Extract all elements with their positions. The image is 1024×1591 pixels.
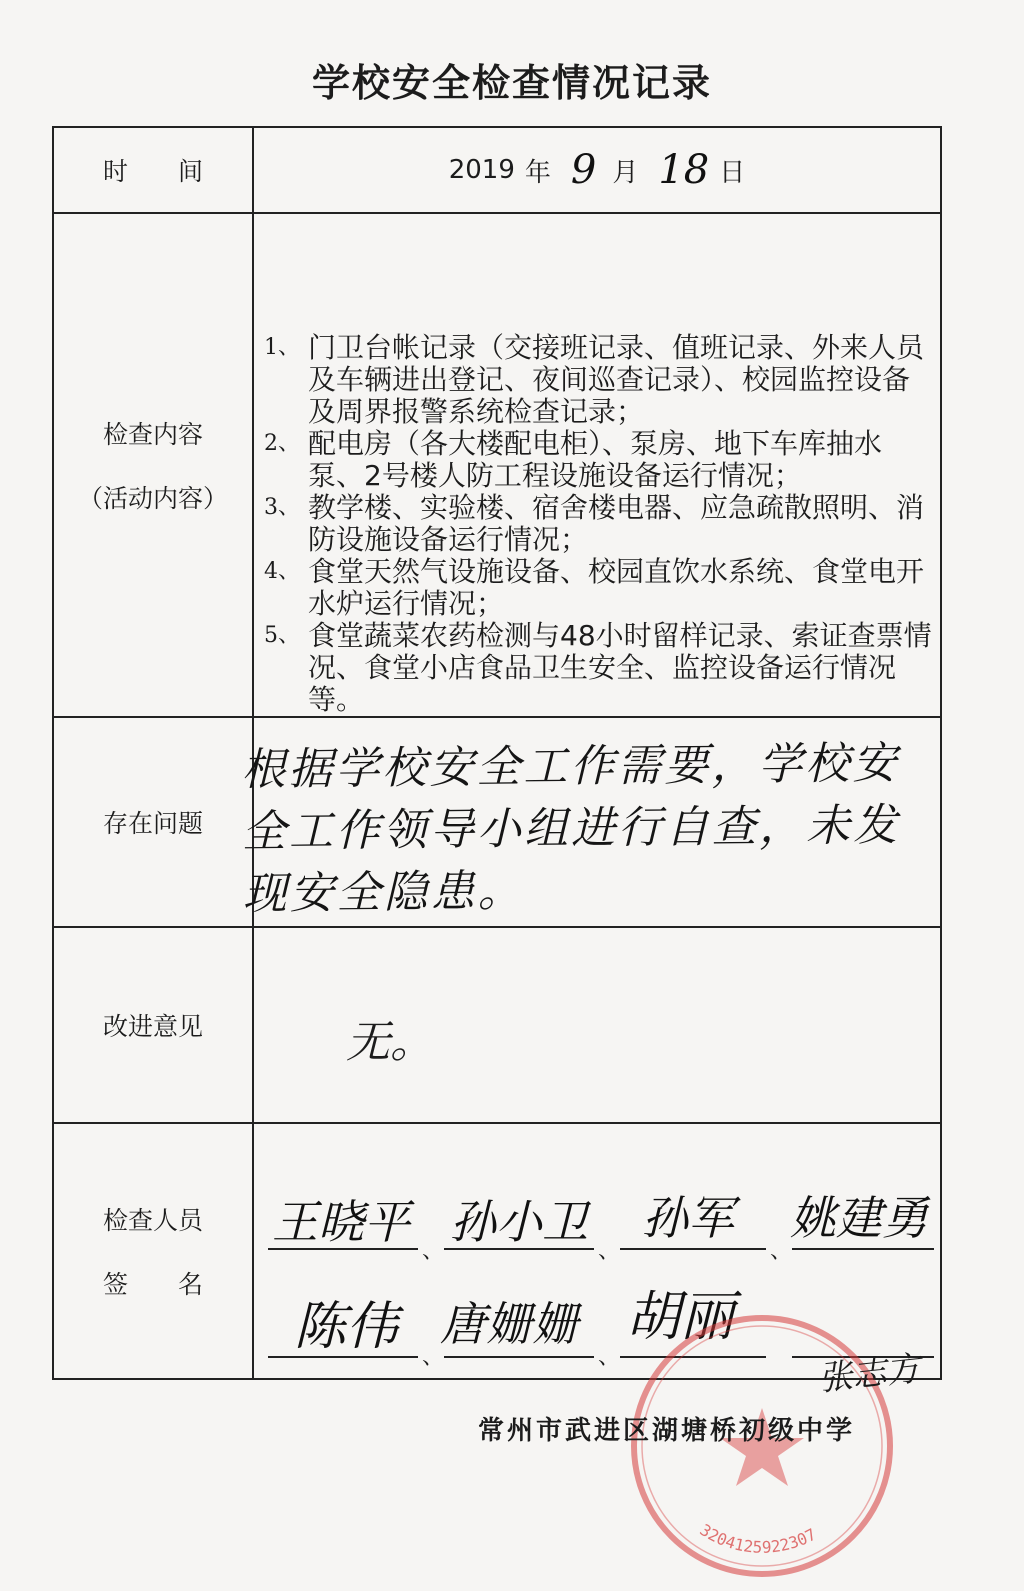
signature-line [620, 1248, 766, 1250]
date-month: 9 [570, 147, 597, 193]
list-item [264, 492, 932, 556]
date-field [254, 128, 940, 212]
separator: 、 [598, 1345, 621, 1370]
seal-number: 3204125922307 [696, 1520, 820, 1557]
signature: 孙军 [642, 1191, 734, 1245]
item-number: 4、 [264, 559, 300, 584]
date-day: 18 [658, 147, 710, 193]
suggestion-row [54, 928, 940, 1124]
signature: 胡丽 [626, 1285, 734, 1348]
inspection-record-table [52, 126, 942, 1380]
signature-line [444, 1356, 594, 1358]
signature-line [792, 1248, 934, 1250]
date-year: 2019 [448, 155, 515, 185]
problem-row [54, 718, 940, 928]
suggestion-label-text: 改进意见 [102, 1012, 203, 1041]
content-sublabel-text: （活动内容） [77, 484, 228, 513]
signature: 王晓平 [272, 1195, 410, 1249]
document-title: 学校安全检查情况记录 [311, 61, 712, 105]
content-item-list [264, 332, 932, 716]
separator: 、 [598, 1239, 621, 1264]
problem-label-text: 存在问题 [102, 809, 203, 838]
time-row [54, 128, 940, 214]
sign-label-text: 签 名 [102, 1270, 203, 1299]
time-label [54, 128, 254, 212]
item-number: 5、 [264, 623, 300, 648]
inspector-label-text: 检查人员 [102, 1206, 203, 1235]
signature: 陈伟 [294, 1297, 399, 1357]
item-text: 配电房（各大楼配电柜）、泵房、地下车库抽水泵、2号楼人防工程设施设备运行情况； [308, 427, 883, 492]
separator: 、 [422, 1239, 445, 1264]
item-text: 门卫台帐记录（交接班记录、值班记录、外来人员及车辆进出登记、夜间巡查记录）、校园监控设备及周界报警系统检查记录； [308, 331, 925, 428]
problem-handwriting: 根据学校安全工作需要，学校安全工作领导小组进行自查，未发现安全隐患。 [241, 737, 901, 920]
date-year-unit: 年 [524, 157, 551, 188]
time-label-text: 时 间 [102, 157, 203, 186]
inspector-label [54, 1124, 254, 1378]
school-name: 常州市武进区湖塘桥初级中学 [478, 1416, 856, 1446]
item-number: 1、 [264, 335, 300, 360]
separator: 、 [770, 1239, 793, 1264]
suggestion-label [54, 928, 254, 1122]
suggestion-cell [254, 928, 940, 1122]
problem-label [54, 718, 254, 926]
content-label-text: 检查内容 [102, 420, 203, 449]
side-signature: 张志方 [816, 1348, 923, 1400]
signature: 孙小卫 [450, 1195, 588, 1249]
separator: 、 [422, 1345, 445, 1370]
suggestion-handwriting: 无。 [346, 1017, 434, 1068]
svg-text:3204125922307 [696, 1520, 819, 1557]
item-number: 3、 [264, 495, 300, 520]
signature: 姚建勇 [790, 1191, 928, 1245]
item-number: 2、 [264, 431, 300, 456]
content-row [54, 214, 940, 718]
date-month-unit: 月 [612, 157, 639, 188]
list-item [264, 428, 932, 492]
list-item [264, 332, 932, 428]
item-text: 食堂天然气设施设备、校园直饮水系统、食堂电开水炉运行情况； [308, 555, 925, 620]
item-text: 食堂蔬菜农药检测与48小时留样记录、索证查票情况、食堂小店食品卫生安全、监控设备运行情况等。 [308, 619, 932, 716]
item-text: 教学楼、实验楼、宿舍楼电器、应急疏散照明、消防设施设备运行情况； [308, 491, 925, 556]
problem-cell [241, 718, 940, 926]
content-label [54, 214, 254, 716]
content-cell [254, 214, 940, 716]
list-item [264, 620, 932, 716]
date-day-unit: 日 [719, 157, 746, 188]
signature: 唐姗姗 [440, 1297, 578, 1351]
list-item [264, 556, 932, 620]
